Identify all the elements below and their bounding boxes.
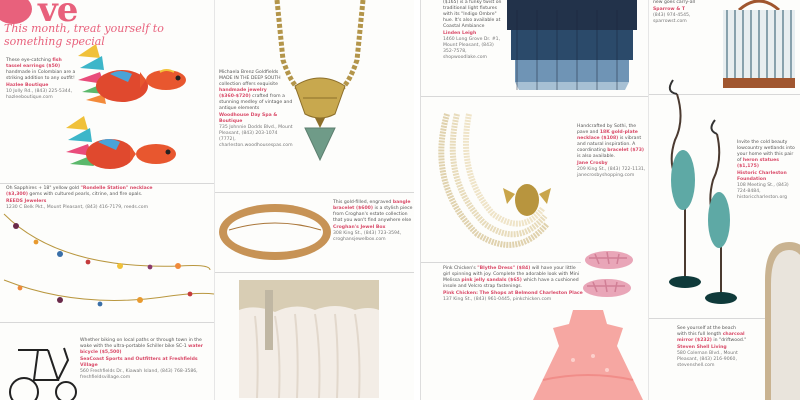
rondelle-necklace-image	[0, 210, 214, 320]
heron-statues-image	[655, 80, 735, 310]
bangle-bracelet-blurb: This gold-filled, engraved bangle bracelet ($600) is a stylish piece from Croghan's estate collection that you won't find anywhere else Croghan's Jewel Box 308 King St., (843) 723-3594, croghansjewelbox.com	[333, 200, 413, 242]
magazine-page-right	[648, 0, 800, 400]
masthead-word: ve	[38, 0, 78, 30]
magazine-page-center-left	[214, 0, 414, 400]
tote-blurb: new goes carry-all Sparrow & T (843) 974-4545, sparrowst.com	[653, 0, 696, 24]
bangle-bracelet-image	[215, 196, 335, 266]
section-divider	[0, 322, 214, 323]
section-divider	[0, 183, 214, 184]
pink-jelly-sandals-image	[579, 246, 639, 306]
section-divider	[421, 96, 648, 97]
fish-earring-bottom	[66, 116, 176, 169]
magazine-page-center-right	[420, 0, 648, 400]
fish-earring-top	[78, 44, 186, 104]
charcoal-mirror-image	[759, 240, 800, 400]
magazine-page-left	[0, 0, 214, 400]
section-divider	[421, 262, 581, 263]
handmade-jewelry-blurb: Michaela Brenz Goldfields MADE IN THE DEEP SOUTH collection offers exquisite handmade jewelry ($360-$720) crafted from a stunning medley of vintage and antique elements Woodhouse Day Spa & Boutique 735 Johnnie Dodds Blvd., Mount Pleasant, (843) 203-1074 (7772), charleston.woodhousespas.com	[219, 70, 293, 148]
fish-tassel-earrings-image	[70, 38, 200, 178]
blythe-dress-image	[533, 310, 643, 400]
lantern-blurb: ($165) is a funky twist on traditional light fixtures with its "Indigo Ombre" hue. It's also available at Coastal Ambiance Linden Leigh 1460 Long Grove Dr. #1, Mount Pleasant, (843) 352-7578, shopwoodlake.com	[443, 0, 502, 60]
water-bicycle-image	[8, 340, 78, 400]
section-divider	[215, 192, 414, 193]
masthead-tagline: This month, treat yourself to something special	[4, 22, 164, 48]
charcoal-mirror-blurb: See yourself at the beach with this full length charcoal mirror ($232) in "driftwood." Steven Shell Living 580 Coleman Blvd., Mount Pleasant, (843) 216-9060, stevenshell.com	[677, 326, 747, 368]
heron-statues-blurb: Invite the cold beauty lowcountry wetlands into your home with this pair of heron statues ($1,175) Historic Charleston Foundation 108 Meeting St., (843) 724-8484, historiccharleston.org	[737, 140, 795, 200]
striped-tote-image	[719, 0, 799, 90]
pearl-necklace-image	[427, 104, 577, 264]
masthead-logo-circle	[0, 0, 32, 24]
rondelle-necklace-blurb: Oh Sapphires + 18" yellow gold "Rondelle Station" necklace ($3,300) gems with cultured pearls, citrine, and fire opals. REEDS Jewelers 1230 C Belk Pkt., Mount Pleasant, (843) 416-7179, reeds.com	[6, 186, 153, 210]
feather-clutch-image	[235, 280, 385, 400]
blythe-dress-blurb: Pink Chicken's "Blythe Dress" ($84) will have your little girl spinning with joy. Complete the adorable look with Mini Melissa pink jelly sandals ($65) which have a cushioned insole and Velcro strap fastenings. Pink Chicken: The Shops at Belmond Charleston Place 137 King St., (843) 961-0445, pinkchicken.com	[443, 266, 583, 302]
indigo-ombre-lantern-image	[507, 0, 637, 90]
tassel-earrings-blurb: These eye-catching fish tassel earrings ($50) handmade in Colombian are a striking addition to any outfit! Hazlee Boutique 10 Jolly Rd., (843) 225-5344, hazleeboutique.com	[6, 58, 76, 100]
section-divider	[215, 272, 414, 273]
pearl-necklace-blurb: Handcrafted by Sothi, the pave and 18K gold-plate necklace ($108) is vibrant and natural inspiration. A coordinating bracelet ($73) is also available. Jane Crosby 209 King St., (843) 722-1131, janecrosbyshopping.com	[577, 124, 646, 178]
water-bicycle-blurb: Whether biking on local paths or through town in the wake with the ultra-portable Schiller bike SC-1 water bicycle ($5,500) SeaCoast Sports and Outfitters at Freshfields Village 560 Freshfields Dr., Kiawah Island, (843) 768-3586, freshfieldsvillage.com	[80, 338, 204, 380]
